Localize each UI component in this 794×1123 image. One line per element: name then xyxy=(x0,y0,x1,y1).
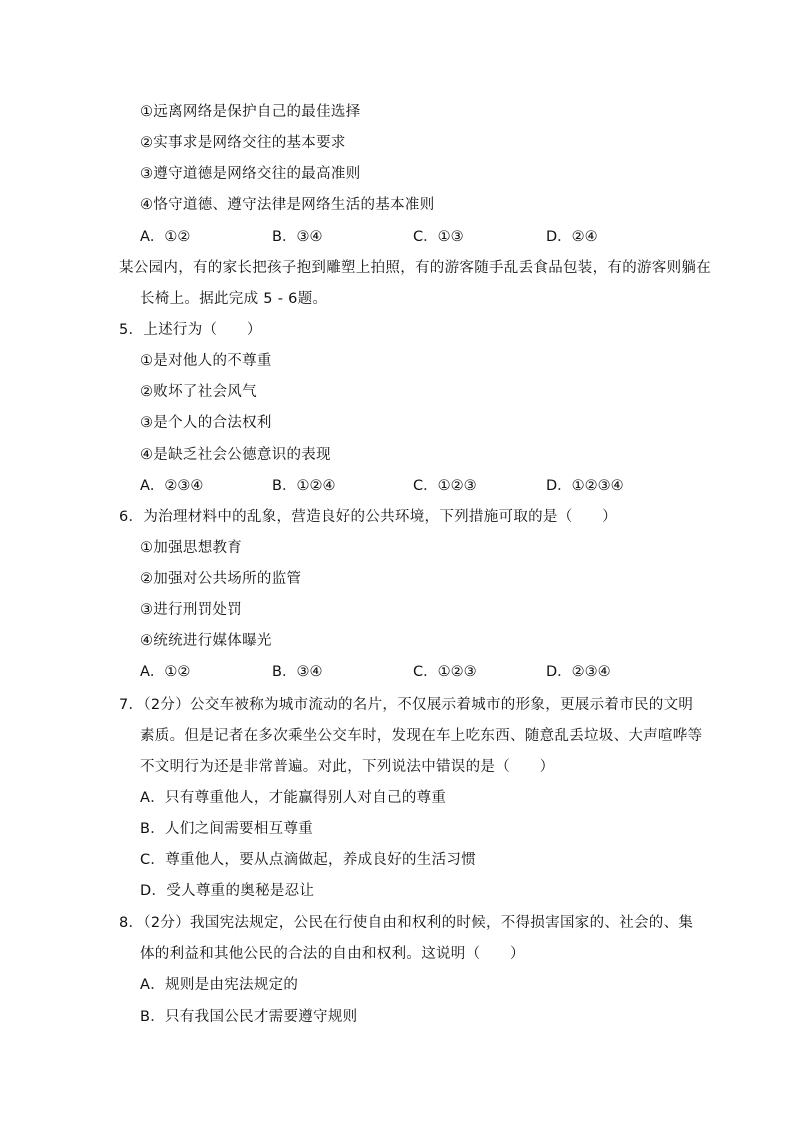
q6-choice-c: C．①②③ xyxy=(413,664,477,680)
block1-item-2: ②实事求是网络交往的基本要求 xyxy=(140,135,346,151)
q6-stem: 6．为治理材料中的乱象，营造良好的公共环境，下列措施可取的是（ ） xyxy=(119,509,617,525)
q5-item-1: ①是对他人的不尊重 xyxy=(140,353,272,369)
block1-choice-c: C．①③ xyxy=(413,229,464,245)
q7-choice-b: B．人们之间需要相互尊重 xyxy=(140,821,314,837)
material-line-2: 长椅上。据此完成 5 - 6题。 xyxy=(140,291,328,307)
q7-choice-d: D．受人尊重的奥秘是忍让 xyxy=(140,883,315,899)
q5-choice-c: C．①②③ xyxy=(413,478,477,494)
material-line-1: 某公园内，有的家长把孩子抱到雕塑上拍照，有的游客随手乱丢食品包装，有的游客则躺在 xyxy=(119,260,711,276)
q7-choice-c: C．尊重他人，要从点滴做起，养成良好的生活习惯 xyxy=(140,852,477,868)
q6-choice-b: B．③④ xyxy=(272,664,323,680)
q6-item-3: ③进行刑罚处罚 xyxy=(140,602,243,618)
q7-line-1: 7．（2分）公交车被称为城市流动的名片，不仅展示着城市的形象，更展示着市民的文明 xyxy=(119,697,694,713)
q7-choice-a: A．只有尊重他人，才能赢得别人对自己的尊重 xyxy=(140,790,447,806)
block1-choice-d: D．②④ xyxy=(546,229,598,245)
q8-line-2: 体的利益和其他公民的合法的自由和权利。这说明（ ） xyxy=(140,946,525,962)
q6-choice-d: D．②③④ xyxy=(546,664,611,680)
q6-item-4: ④统统进行媒体曝光 xyxy=(140,633,272,649)
block1-choice-a: A．①② xyxy=(140,229,191,245)
q5-item-2: ②败坏了社会风气 xyxy=(140,384,257,400)
q5-choice-d: D．①②③④ xyxy=(546,478,624,494)
q8-choice-a: A．规则是由宪法规定的 xyxy=(140,977,299,993)
q7-line-3: 不文明行为还是非常普遍。对此，下列说法中错误的是（ ） xyxy=(140,759,555,775)
q5-choice-b: B．①②④ xyxy=(272,478,336,494)
q6-item-2: ②加强对公共场所的监管 xyxy=(140,571,302,587)
block1-item-1: ①远离网络是保护自己的最佳选择 xyxy=(140,104,361,120)
q8-line-1: 8．（2分）我国宪法规定，公民在行使自由和权利的时候，不得损害国家的、社会的、集 xyxy=(119,915,694,931)
q6-choice-a: A．①② xyxy=(140,664,191,680)
block1-item-4: ④恪守道德、遵守法律是网络生活的基本准则 xyxy=(140,197,435,213)
block1-choice-b: B．③④ xyxy=(272,229,323,245)
block1-item-3: ③遵守道德是网络交往的最高准则 xyxy=(140,166,361,182)
q5-item-4: ④是缺乏社会公德意识的表现 xyxy=(140,447,331,463)
q5-choice-a: A．②③④ xyxy=(140,478,204,494)
q5-stem: 5．上述行为（ ） xyxy=(119,322,262,338)
q5-item-3: ③是个人的合法权利 xyxy=(140,415,272,431)
q8-choice-b: B．只有我国公民才需要遵守规则 xyxy=(140,1009,358,1025)
q6-item-1: ①加强思想教育 xyxy=(140,540,243,556)
q7-line-2: 素质。但是记者在多次乘坐公交车时，发现在车上吃东西、随意乱丢垃圾、大声喧哗等 xyxy=(140,728,703,744)
